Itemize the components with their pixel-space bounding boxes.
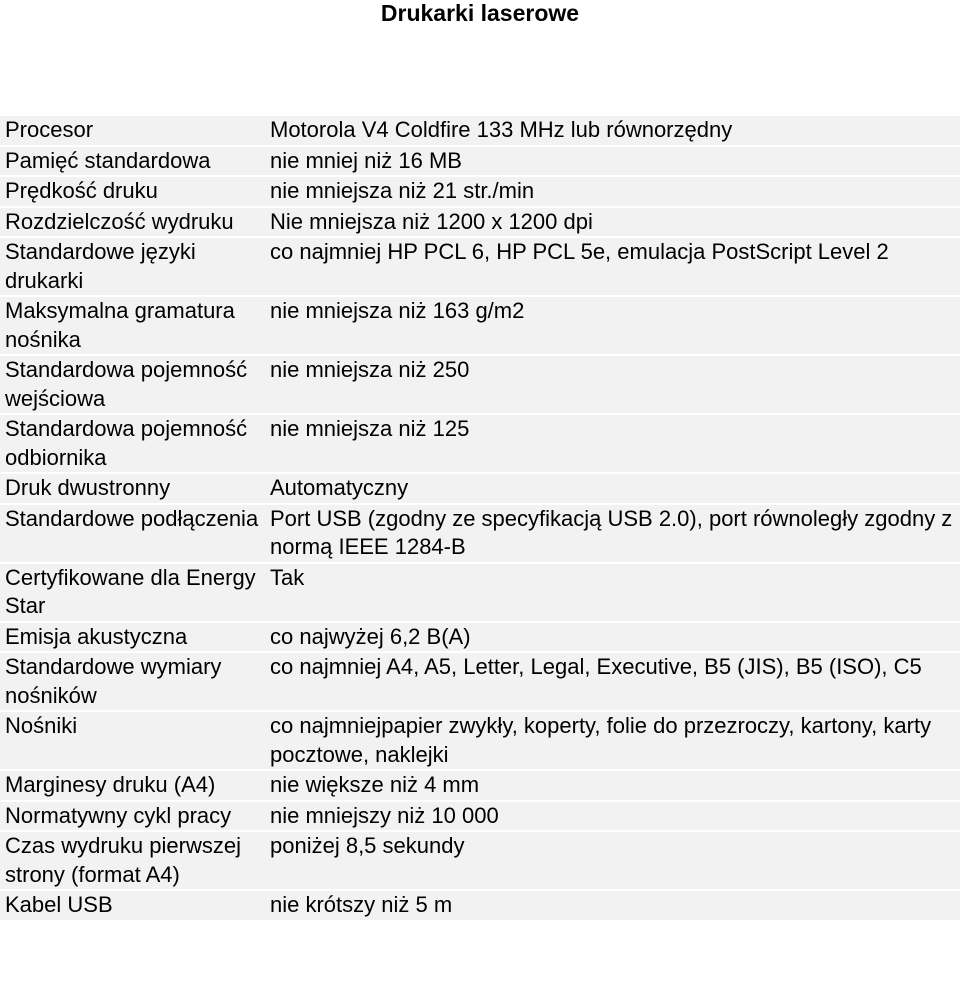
spec-value: Automatyczny	[270, 475, 409, 500]
spec-value: Tak	[270, 564, 305, 590]
spec-label: Standardowe wymiary nośników	[5, 654, 222, 708]
spec-label: Standardowe podłączenia	[5, 505, 259, 531]
spec-row-gramatura	[0, 297, 960, 354]
spec-row-druk-dwustronny	[0, 474, 960, 503]
spec-row-rozdzielczosc	[0, 208, 960, 237]
spec-value: nie krótszy niż 5 m	[270, 892, 453, 917]
spec-row-wymiary	[0, 653, 960, 710]
spec-row-podlaczenia	[0, 505, 960, 562]
spec-row-pamiec	[0, 147, 960, 176]
spec-value: co najmniejpapier zwykły, koperty, folie do przezroczy, kartony, karty pocztowe, naklejki	[270, 713, 932, 767]
spec-value: co najmniej HP PCL 6, HP PCL 5e, emulacja PostScript Level 2	[270, 239, 889, 264]
spec-label: Maksymalna gramatura nośnika	[5, 298, 235, 352]
spec-value: nie mniejsza niż 21 str./min	[270, 178, 535, 203]
spec-row-marginesy	[0, 771, 960, 800]
spec-row-cykl-pracy	[0, 802, 960, 831]
spec-row-nosniki	[0, 712, 960, 769]
spec-label: Prędkość druku	[5, 178, 158, 203]
spec-label: Czas wydruku pierwszej strony (format A4)	[5, 833, 241, 887]
spec-label: Marginesy druku (A4)	[5, 772, 216, 797]
spec-value: nie mniejsza niż 125	[270, 416, 470, 441]
spec-label: Rozdzielczość wydruku	[5, 208, 234, 234]
spec-label: Druk dwustronny	[5, 475, 171, 500]
spec-row-pojemnosc-odbiornika	[0, 415, 960, 472]
spec-label: Standardowa pojemność odbiornika	[5, 416, 248, 470]
spec-value: co najmniej A4, A5, Letter, Legal, Executive, B5 (JIS), B5 (ISO), C5	[270, 654, 922, 679]
spec-value: poniżej 8,5 sekundy	[270, 833, 465, 858]
spec-label: Standardowe języki drukarki	[5, 239, 196, 293]
spec-value: co najwyżej 6,2 B(A)	[270, 623, 471, 649]
spec-label: Emisja akustyczna	[5, 623, 188, 649]
spec-row-energy-star	[0, 564, 960, 621]
spec-label: Standardowa pojemność wejściowa	[5, 357, 248, 411]
spec-value: nie mniej niż 16 MB	[270, 147, 462, 173]
spec-row-procesor	[0, 116, 960, 145]
spec-row-emisja	[0, 623, 960, 652]
spec-label: Procesor	[5, 117, 94, 142]
spec-table	[0, 116, 960, 922]
spec-row-czas-wydruku	[0, 832, 960, 889]
spec-label: Kabel USB	[5, 892, 113, 917]
spec-row-jezyki	[0, 238, 960, 295]
spec-value: nie mniejszy niż 10 000	[270, 802, 499, 828]
spec-label: Normatywny cykl pracy	[5, 802, 232, 828]
spec-label: Certyfikowane dla Energy Star	[5, 564, 256, 618]
spec-row-predkosc	[0, 177, 960, 206]
spec-row-pojemnosc-wejsciowa	[0, 356, 960, 413]
spec-row-kabel-usb	[0, 891, 960, 920]
spec-value: nie większe niż 4 mm	[270, 772, 480, 797]
spec-label: Pamięć standardowa	[5, 147, 211, 173]
spec-value: Motorola V4 Coldfire 133 MHz lub równorzędny	[270, 117, 733, 142]
spec-value: nie mniejsza niż 163 g/m2	[270, 298, 525, 323]
document-title: Drukarki laserowe	[380, 0, 580, 26]
spec-value: Port USB (zgodny ze specyfikacją USB 2.0), port równoległy zgodny z normą IEEE 1284-B	[270, 505, 953, 559]
spec-value: nie mniejsza niż 250	[270, 357, 470, 382]
spec-label: Nośniki	[5, 713, 78, 738]
spec-value: Nie mniejsza niż 1200 x 1200 dpi	[270, 208, 593, 234]
